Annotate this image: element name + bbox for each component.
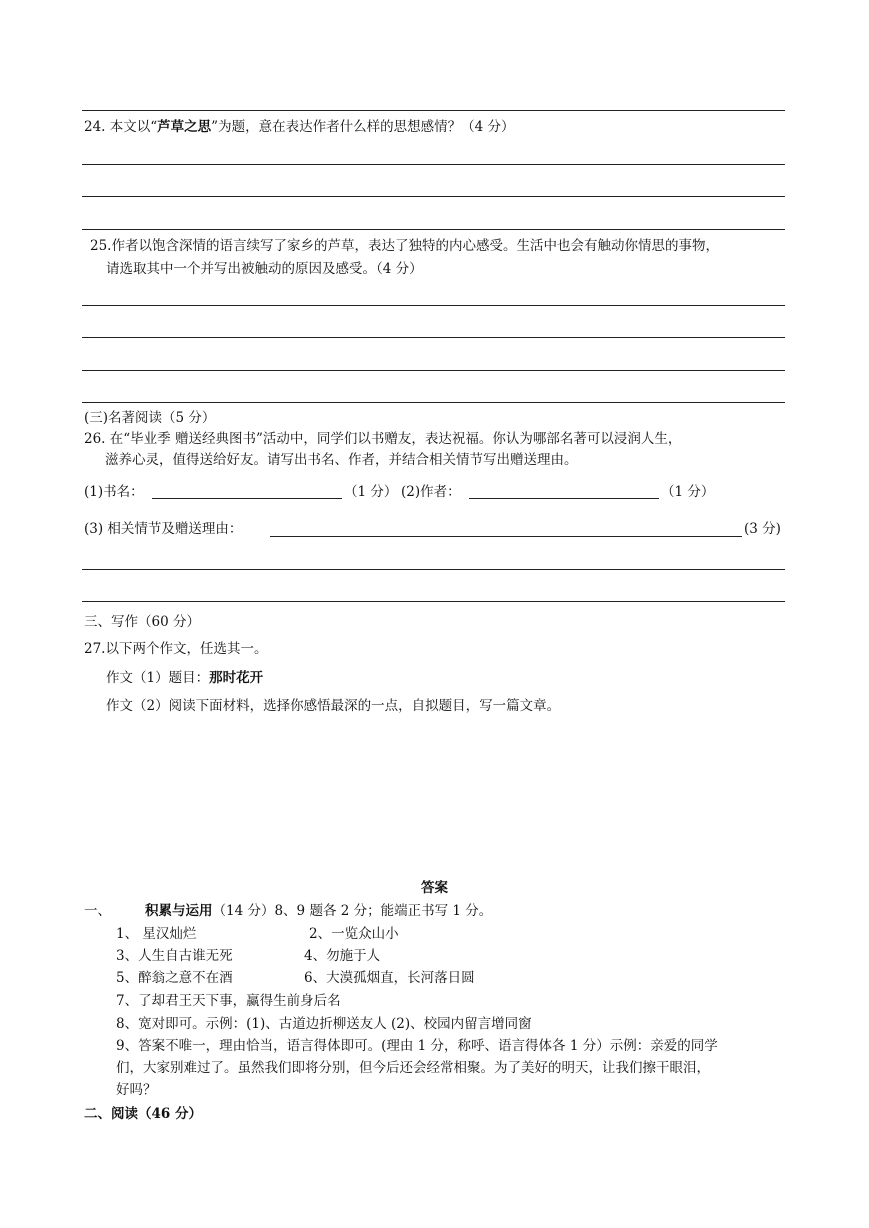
answer-line-24-3[interactable] [82,229,785,230]
answer-7: 7、了却君王天下事，赢得生前身后名 [116,993,341,1009]
question-25-line2: 请选取其中一个并写出被触动的原因及感受。（4 分） [106,261,423,277]
essay-option-1-title: 那时花开 [209,670,264,686]
book-name-field[interactable] [152,498,342,499]
answer-line-24-2[interactable] [82,196,785,197]
question-24-suffix: ”为题，意在表达作者什么样的思想感情？（4 分） [211,119,515,135]
author-field[interactable] [469,498,659,499]
top-rule [82,110,785,111]
essay-option-2: 作文（2）阅读下面材料，选择你感悟最深的一点，自拟题目，写一篇文章。 [106,698,561,714]
answers-title: 答案 [421,880,448,896]
answers-part1-heading [84,902,492,920]
question-26-line2: 滋养心灵，值得送给好友。请写出书名、作者，并结合相关情节写出赠送理由。 [105,452,578,468]
question-26-line1: 26. 在“毕业季 赠送经典图书”活动中，同学们以书赠友，表达祝福。你认为哪部名著可以浸润人生， [84,431,682,447]
answer-line-25-1[interactable] [82,305,785,306]
answer-line-25-3[interactable] [82,370,785,371]
answer-5: 5、醉翁之意不在酒 [116,970,233,986]
author-score: （1 分） [661,484,715,500]
answers-part1-bold: 积累与运用 [145,903,213,919]
book-name-score: （1 分） [344,484,398,500]
answer-4: 4、勿施于人 [304,948,381,964]
section-classics-heading: (三)名著阅读（5 分） [84,410,216,426]
question-24 [84,118,514,136]
answers-part1-number: 一、 [84,903,111,919]
answer-line-25-2[interactable] [82,337,785,338]
author-label: (2)作者： [401,484,461,500]
question-27: 27.以下两个作文，任选其一。 [84,641,268,657]
answer-2: 2、一览众山小 [309,926,399,942]
answers-part1-rest: （14 分）8、9 题各 2 分；能端正书写 1 分。 [212,903,493,919]
reason-field[interactable] [270,536,742,537]
book-name-label: (1)书名： [84,484,144,500]
answer-6: 6、大漠孤烟直，长河落日圆 [304,970,475,986]
answer-line-26-2[interactable] [82,601,785,602]
question-24-prefix: 24. 本文以“ [84,119,158,135]
reason-score: (3 分) [744,521,781,537]
answers-part2-heading: 二、阅读（46 分） [84,1106,202,1122]
answer-1: 1、 星汉灿烂 [116,926,197,942]
answer-3: 3、人生自古谁无死 [116,948,233,964]
essay-option-1-prefix: 作文（1）题目： [106,670,210,686]
question-25-line1: 25.作者以饱含深情的语言续写了家乡的芦草，表达了独特的内心感受。生活中也会有触动你情思的事物， [90,238,719,254]
answer-8: 8、宽对即可。示例：(1)、古道边折柳送友人 (2)、校园内留言增同窗 [116,1016,532,1032]
answer-line-25-4[interactable] [82,402,785,403]
question-24-title-bold: 芦草之思 [157,119,212,135]
reason-label: (3) 相关情节及赠送理由： [84,521,243,537]
answer-9-line2: 们，大家别难过了。虽然我们即将分别，但今后还会经常相聚。为了美好的明天，让我们擦干眼泪， [116,1060,710,1076]
answer-9-line3: 好吗？ [116,1082,157,1098]
essay-option-1 [106,669,263,687]
answer-line-24-1[interactable] [82,164,785,165]
answer-line-26-1[interactable] [82,569,785,570]
writing-heading: 三、写作（60 分） [84,614,200,630]
answer-9-line1: 9、答案不唯一，理由恰当，语言得体即可。(理由 1 分，称呼、语言得体各 1 分）示例：亲爱的同学 [116,1038,718,1054]
